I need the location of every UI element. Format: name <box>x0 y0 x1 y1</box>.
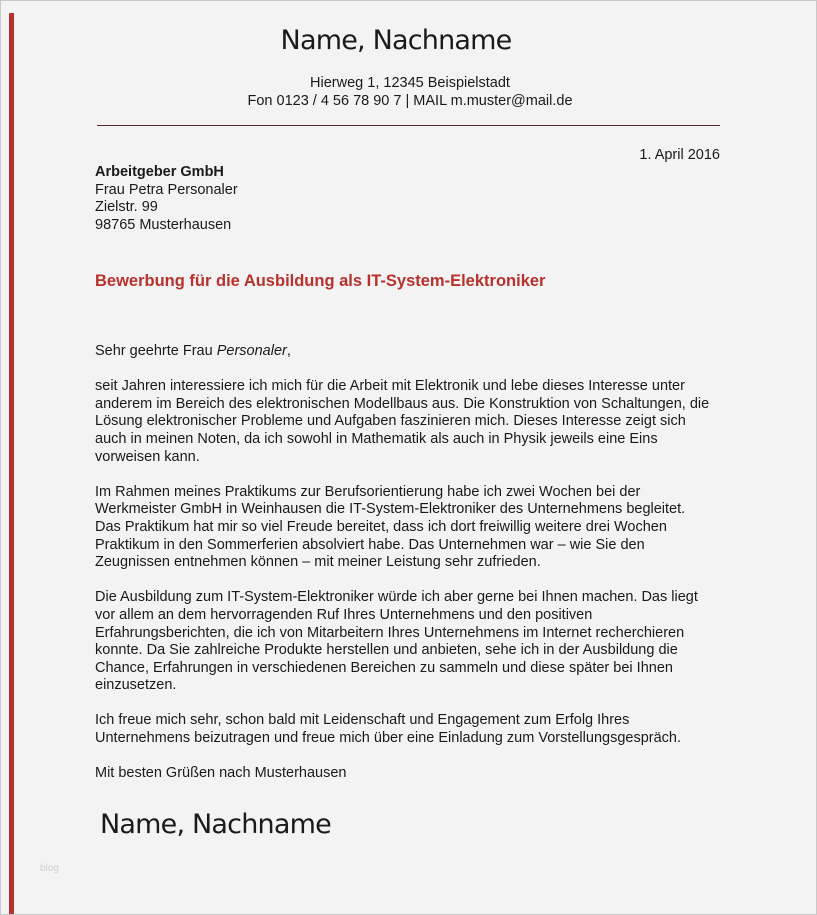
signature: Name, Nachname <box>100 809 331 840</box>
paragraph: seit Jahren interessiere ich mich für die Arbeit mit Elektronik und lebe dieses Interesse unter anderem im Bereich des elektronischen Modellbaus aus. Die Konstruktion von Schaltungen, die Lösung elektronischer Probleme und Aufgaben faszinieren mich. Dieses Interesse zeigt sich auch in meinen Noten, da ich sowohl in Mathematik als auch in Physik jeweils eine Eins vorweisen kann. <box>95 378 710 465</box>
recipient-company: Arbeitgeber GmbH <box>95 164 224 180</box>
closing: Mit besten Grüßen nach Musterhausen <box>95 765 347 782</box>
paragraph: Die Ausbildung zum IT-System-Elektroniker würde ich aber gerne bei Ihnen machen. Das liegt vor allem an dem hervorragenden Ruf Ihres Unternehmens und den positiven Erfahrungsberichten, die ich von Mitarbeitern Ihres Unternehmens im Internet recherchieren konnte. Da Sie zahlreiche Produkte herstellen und anbieten, sehe ich in der Ausbildung die Chance, Erfahrungen in verschiedenen Bereichen zu sammeln und diese später bei Ihnen einzusetzen. <box>95 589 698 694</box>
header-divider <box>97 125 720 126</box>
salutation <box>95 343 735 361</box>
sender-address: Hierweg 1, 12345 Beispielstadt <box>310 75 510 91</box>
recipient-street: Zielstr. 99 <box>95 199 158 215</box>
sender-contact: Fon 0123 / 4 56 78 90 7 | MAIL m.muster@mail.de <box>247 92 573 109</box>
salutation-name: Personaler <box>216 343 287 359</box>
salutation-suffix: , <box>286 343 291 359</box>
subject-line: Bewerbung für die Ausbildung als IT-System-Elektroniker <box>95 272 546 290</box>
letter-date: 1. April 2016 <box>639 147 720 163</box>
watermark: blog <box>40 863 59 874</box>
letter-body <box>95 343 735 800</box>
paragraph: Ich freue mich sehr, schon bald mit Leidenschaft und Engagement zum Erfolg Ihres Unternehmens beizutragen und freue mich über eine Einladung zum Vorstellungsgespräch. <box>95 712 681 747</box>
salutation-prefix: Sehr geehrte Frau <box>95 343 217 359</box>
recipient-block <box>95 164 238 234</box>
recipient-person: Frau Petra Personaler <box>95 181 238 198</box>
accent-bar <box>9 13 14 915</box>
sender-name: Name, Nachname <box>280 25 512 56</box>
recipient-city: 98765 Musterhausen <box>95 216 232 233</box>
paragraph: Im Rahmen meines Praktikums zur Berufsorientierung habe ich zwei Wochen bei der Werkmeister GmbH in Weinhausen die IT-System-Elektroniker des Unternehmens begleitet. Das Praktikum hat mir so viel Freude bereitet, dass ich dort freiwillig weitere drei Wochen Praktikum in den Sommerferien absolviert habe. Das Unternehmen war – wie Sie den Zeugnissen entnehmen können – mit meiner Leistung sehr zufrieden. <box>95 483 686 571</box>
sender-address-block <box>1 75 817 110</box>
